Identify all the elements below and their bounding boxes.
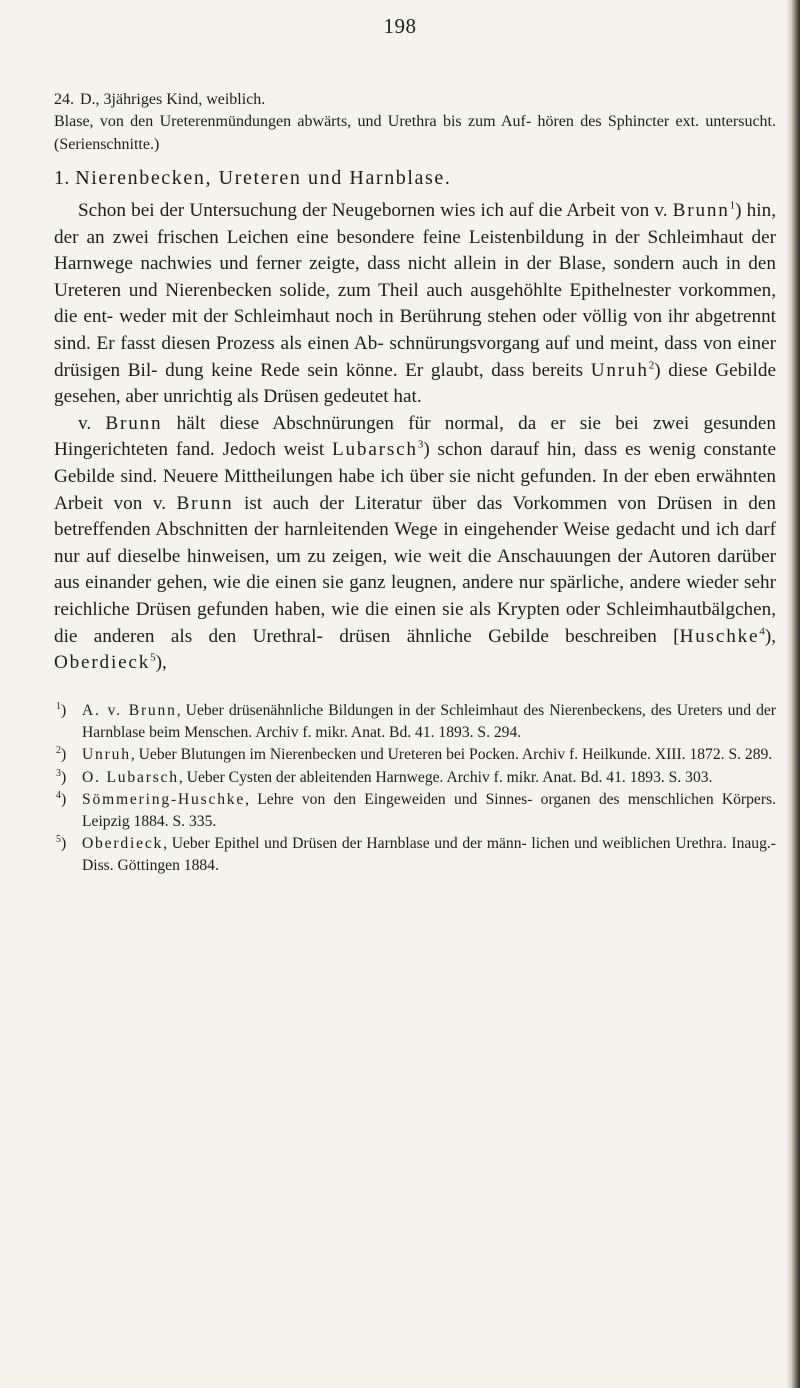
footnote-mark: $^4$): [56, 789, 67, 808]
case-header-text: D., 3jähriges Kind, weiblich.: [80, 91, 266, 108]
body-text: [54, 198, 776, 677]
footnote-text: , Ueber drüsenähnliche Bildungen in der Schleimhaut des Nierenbeckens, des Ureters und der Harnblase beim Menschen. Archiv f. mikr. Anat. Bd. 41. 1893. S. 294.: [82, 702, 776, 742]
footnote-ref-4[interactable]: 4: [759, 625, 765, 638]
text-run: hält diese Abschnürungen für normal, da er sie bei zwei gesunden Hingerichteten fand. Jedoch weist: [54, 412, 776, 461]
footnote-number: 2: [56, 745, 61, 757]
footnote-4: [54, 789, 776, 833]
text-run: v.: [78, 412, 106, 434]
page-edge-shadow: [786, 0, 800, 1388]
footnote-author: Sömmering-Huschke: [82, 790, 246, 808]
footnote-5: [54, 833, 776, 877]
text-run: ),: [155, 652, 167, 674]
footnotes: [54, 700, 776, 878]
footnote-author: Unruh: [82, 746, 131, 764]
footnote-mark: $^2$): [56, 745, 67, 764]
author-huschke: Huschke: [679, 625, 760, 647]
paragraph-2: [54, 411, 776, 677]
author-lubarsch: Lubarsch: [332, 439, 418, 461]
page-number: 198: [383, 14, 417, 38]
case-description: Blase, von den Ureterenmündungen abwärts, und Urethra bis zum Auf- hören des Sphincter ext. untersucht. (Serienschnitte.): [54, 113, 776, 153]
text-run: ist auch der Literatur über das Vorkommen von Drüsen in den betreffenden Abschnitten der harnleitenden Wege in eingehender Weise gedacht und ich darf nur auf dieselbe hinweisen, um zu zeigen, wie weit die Anschauungen der Autoren darüber aus einander gehen, wie die einen sie ganz leugnen, andere nur spärliche, andere wieder sehr reichliche Drüsen gefunden haben, wie die einen sie als Krypten oder Schleimhautbälgchen, die anderen als den Urethral- drüsen ähnliche Gebilde beschreiben [: [54, 492, 776, 647]
author-unruh: Unruh: [590, 359, 649, 381]
footnote-ref-5[interactable]: 5: [150, 651, 156, 664]
footnote-author: Oberdieck: [82, 835, 164, 853]
text-run: ) diese Gebilde gesehen, aber unrichtig als Drüsen gedeutet hat.: [54, 359, 776, 408]
author-brunn: Brunn: [672, 200, 730, 221]
footnote-mark: $^3$): [56, 767, 67, 786]
footnote-number: 3: [56, 767, 61, 779]
footnote-author: A. v. Brunn: [82, 702, 177, 719]
footnote-ref-1[interactable]: 1: [729, 199, 736, 212]
footnote-2: [54, 744, 776, 766]
footnote-1: [54, 700, 776, 744]
footnote-text: , Ueber Epithel und Drüsen der Harnblase und der männ- lichen und weiblichen Urethra. Inaug.-Diss. Göttingen 1884.: [82, 835, 776, 875]
footnote-ref-3[interactable]: 3: [417, 438, 424, 451]
text-run: ),: [764, 625, 776, 647]
section-title-text: Nierenbecken, Ureteren und Harnblase.: [75, 167, 452, 189]
footnote-text: , Ueber Blutungen im Nierenbecken und Ureteren bei Pocken. Archiv f. Heilkunde. XIII. 1872. S. 289.: [130, 746, 773, 764]
footnote-mark: $^5$): [56, 834, 67, 853]
footnote-3: [54, 767, 776, 789]
author-oberdieck: Oberdieck: [54, 652, 151, 674]
case-header: [54, 88, 776, 111]
text-run: Schon bei der Untersuchung der Neugebornen wies ich auf die Arbeit von v.: [78, 200, 673, 221]
section-number: 1.: [54, 167, 70, 189]
text-run: ) schon darauf hin, dass es wenig constante Gebilde sind. Neuere Mittheilungen habe ich über sie nicht gefunden. In der eben erwähnten Arbeit von v.: [54, 439, 776, 514]
footnote-number: 1: [56, 700, 61, 712]
author-brunn: Brunn: [176, 492, 234, 514]
text-run: ) hin, der an zwei frischen Leichen eine besondere feine Leistenbildung in der Schleimhaut der Harnwege nachwies und ferner zeigte, dass nicht allein in der Blase, sondern auch in den Ureteren und Nierenbecken solide, zum Theil auch ausgehöhlte Epithelnester vorkommen, die ent- weder mit der Schleimhaut noch in Berührung stehen oder völlig von ihr abgetrennt sind. Er fasst diesen Prozess als einen Ab- schnürungsvorgang auf und meint, dass von einer drüsigen Bil- dung keine Rede sein könne. Er glaubt, dass bereits: [54, 200, 776, 381]
case-number: 24.: [54, 91, 74, 108]
footnote-author: O. Lubarsch: [82, 768, 179, 786]
author-brunn: Brunn: [105, 412, 163, 434]
paragraph-1: [54, 198, 776, 411]
footnote-text: , Ueber Cysten der ableitenden Harnwege. Archiv f. mikr. Anat. Bd. 41. 1893. S. 303.: [178, 768, 713, 786]
footnote-ref-2[interactable]: 2: [648, 359, 655, 372]
section-heading: [54, 167, 776, 190]
footnote-text: , Lehre von den Eingeweiden und Sinnes- organen des menschlichen Körpers. Leipzig 1884. S. 335.: [82, 790, 776, 831]
footnote-number: 5: [56, 834, 61, 846]
footnote-number: 4: [56, 789, 61, 801]
footnote-mark: $^1$): [56, 700, 67, 719]
